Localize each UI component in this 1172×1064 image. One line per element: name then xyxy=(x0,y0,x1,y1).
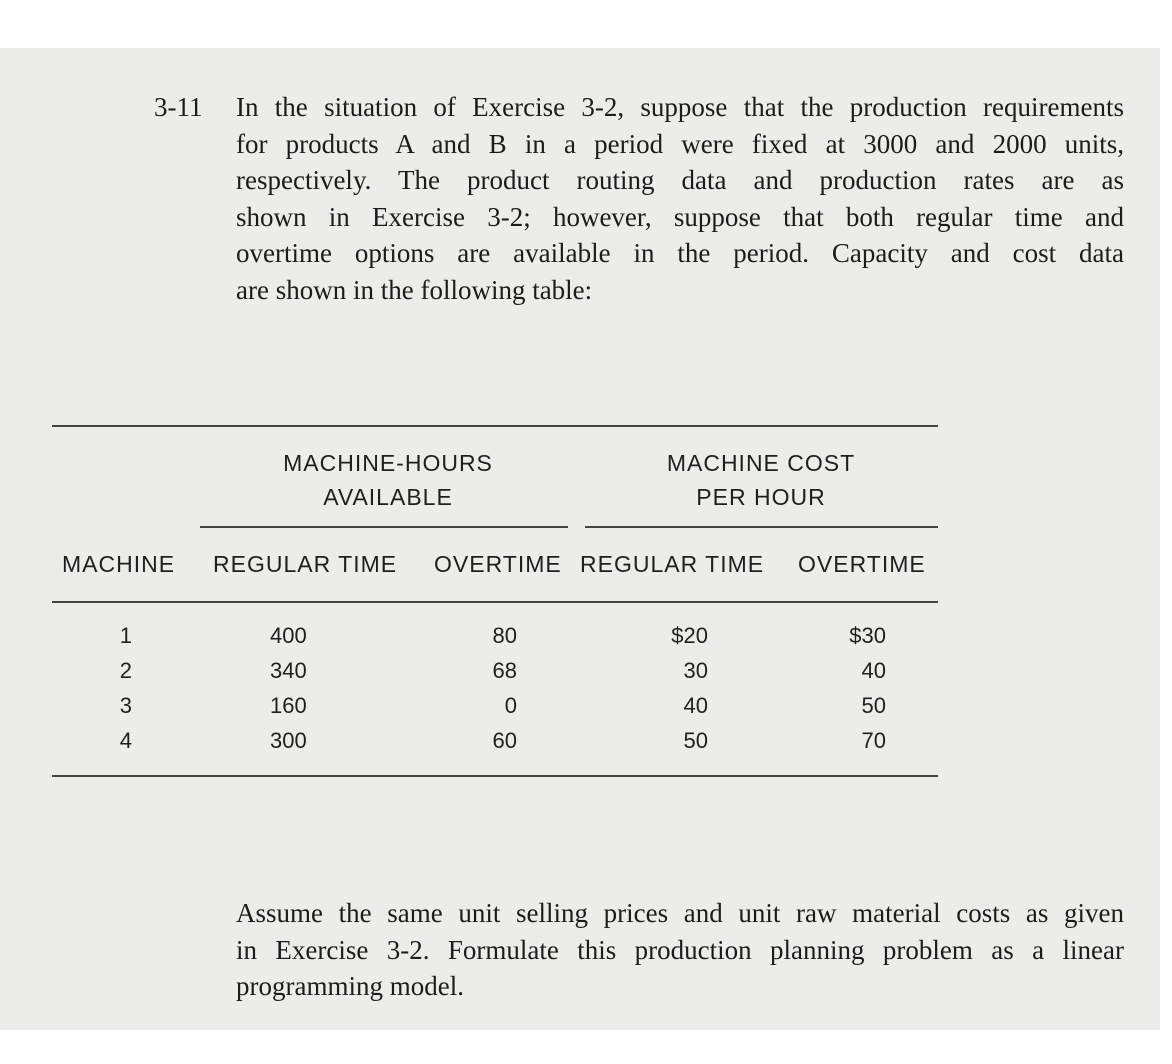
intro-line: are shown in the following table: xyxy=(236,274,593,305)
table-cell: 160 xyxy=(270,693,307,718)
column-cost-overtime xyxy=(818,618,886,758)
table-cell: 340 xyxy=(270,658,307,683)
cost-group-rule xyxy=(585,526,938,528)
exercise-intro xyxy=(236,89,1124,308)
col-header-hours-regular: REGULAR TIME xyxy=(213,551,398,577)
table-cell: 30 xyxy=(683,658,708,683)
table-top-rule xyxy=(52,425,938,427)
col-header-cost-overtime: OVERTIME xyxy=(798,551,926,577)
column-hours-overtime xyxy=(450,618,517,758)
col-header-hours-overtime: OVERTIME xyxy=(434,551,562,577)
table-cell: 50 xyxy=(683,728,708,753)
table-cell: 400 xyxy=(270,623,307,648)
exercise-number: 3-11 xyxy=(154,92,203,122)
hours-group-header xyxy=(238,446,538,514)
table-cell: 68 xyxy=(492,658,517,683)
cost-header-line: PER HOUR xyxy=(696,484,826,510)
closing-line: programming model. xyxy=(236,971,464,1001)
table-cell: 300 xyxy=(270,728,307,753)
table-cell: 4 xyxy=(119,728,132,753)
hours-header-line: AVAILABLE xyxy=(323,484,453,510)
table-cell: $30 xyxy=(849,623,886,648)
closing-line: in Exercise 3-2. Formulate this production planning problem as a linear xyxy=(236,934,1124,965)
table-cell: 70 xyxy=(861,728,886,753)
column-cost-regular xyxy=(640,618,708,758)
table-cell: 60 xyxy=(492,728,517,753)
table-cell: 1 xyxy=(119,623,132,648)
table-cell: 0 xyxy=(504,693,517,718)
exercise-closing xyxy=(236,895,1124,1005)
intro-line: shown in Exercise 3-2; however, suppose that both regular time and xyxy=(236,201,1124,232)
table-cell: 50 xyxy=(861,693,886,718)
table-cell: 40 xyxy=(683,693,708,718)
cost-group-header xyxy=(608,446,914,514)
table-cell: 2 xyxy=(119,658,132,683)
column-header-rule xyxy=(52,601,938,603)
column-hours-regular xyxy=(270,618,340,758)
cost-header-line: MACHINE COST xyxy=(666,450,856,476)
table-cell: 80 xyxy=(492,623,517,648)
intro-line: for products A and B in a period were fixed at 3000 and 2000 units, xyxy=(236,128,1124,159)
table-bottom-rule xyxy=(52,775,938,777)
table-cell: $20 xyxy=(671,623,708,648)
intro-line: respectively. The product routing data and production rates are as xyxy=(236,165,1124,195)
table-cell: 40 xyxy=(861,658,886,683)
hours-header-line: MACHINE-HOURS xyxy=(283,450,493,476)
column-machine xyxy=(92,618,132,758)
hours-group-rule xyxy=(200,526,568,528)
intro-line: In the situation of Exercise 3-2, suppose that the production requirements xyxy=(236,92,1124,122)
col-header-machine: MACHINE xyxy=(62,551,176,577)
table-cell: 3 xyxy=(119,693,132,718)
intro-line: overtime options are available in the period. Capacity and cost data xyxy=(236,238,1124,268)
closing-line: Assume the same unit selling prices and unit raw material costs as given xyxy=(236,898,1124,928)
col-header-cost-regular: REGULAR TIME xyxy=(580,551,765,577)
